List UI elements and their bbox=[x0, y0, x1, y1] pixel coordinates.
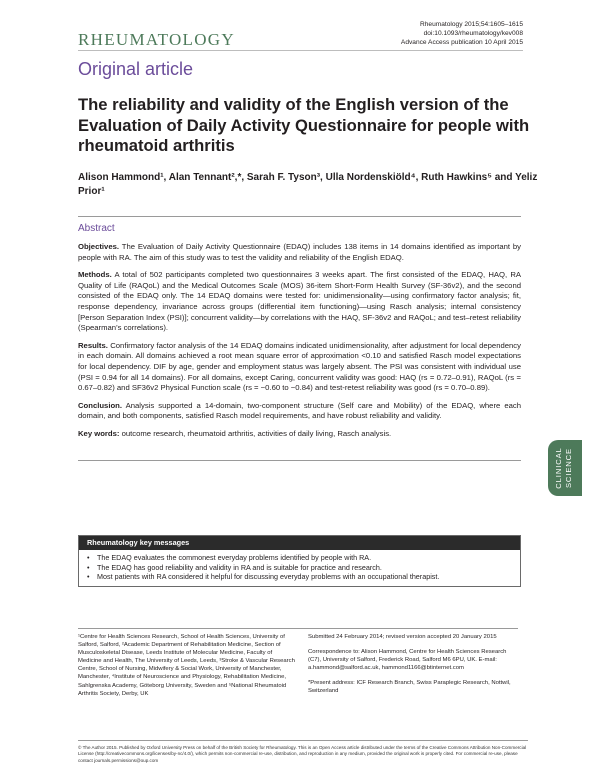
author-list: Alison Hammond¹, Alan Tennant²,*, Sarah F. Tyson³, Ulla Nordenskiöld⁴, Ruth Hawkins⁵ and Yeliz Prior¹ bbox=[78, 172, 538, 197]
objectives-text: The Evaluation of Daily Activity Questionnaire (EDAQ) includes 138 items in 14 domains identified as important by people with RA. The aim of this study was to test the validity and reliability of the English EDAQ. bbox=[78, 242, 521, 262]
key-messages-box bbox=[78, 535, 521, 587]
affiliations: ¹Centre for Health Sciences Research, School of Health Sciences, University of Salford, Salford, ²Academic Department of Rehabilitation Medicine, Section of Musculoskeletal Disease, Leeds Institute of Molecular Medicine, Faculty of Medicine and Health, The University of Leeds, Leeds, ³Stroke & Vascular Research Centre, School of Nursing, Midwifery & Social Work, University of Manchester, Manchester, ⁴Institute of Neuroscience and Physiology, Rehabilitation Medicine, Sahlgrenska Academy, Göteborg University, Sweden and ⁵National Rheumatoid Arthritis Society, Derby, UK bbox=[78, 634, 295, 697]
keywords-text: outcome research, rheumatoid arthritis, activities of daily living, Rasch analysis. bbox=[119, 428, 392, 438]
present-address: *Present address: ICF Research Branch, Swiss Paraplegic Research, Nottwil, Switzerland bbox=[308, 680, 511, 695]
submission-dates: Submitted 24 February 2014; revised version accepted 20 January 2015 bbox=[308, 634, 497, 640]
results-label: Results. bbox=[78, 340, 108, 350]
side-tab-line1: CLINICAL bbox=[554, 447, 563, 489]
header-divider bbox=[78, 50, 523, 51]
keywords-label: Key words: bbox=[78, 428, 120, 438]
results-text: Confirmatory factor analysis of the 14 EDAQ domains indicated unidimensionality, after adjustment for local dependency in each domain. All domains achieved a root mean square error of approximation <0.10 and satisfied Rasch model expectations for local dependency. DIF by age, gender and employment status was largely absent. The PSI was consistent with individual use (PSI = 0.94 for all 14 domains). For all domains, except Caring, concurrent validity was good: HAQ (rs = 0.72–0.91), RAQoL (rs = 0.67–0.82) and SF36v2 Physical Function scale (rs = −0.60 to −0.84) and test-retest reliability was good (rs = 0.70–0.89). bbox=[78, 340, 521, 393]
abstract-results bbox=[78, 341, 521, 394]
key-message-text: The EDAQ evaluates the commonest everyday problems identified by people with RA. bbox=[97, 553, 372, 562]
abstract-conclusion bbox=[78, 401, 521, 422]
abstract bbox=[78, 216, 521, 461]
conclusion-text: Analysis supported a 14-domain, two-component structure (Self care and Mobility) of the EDAQ, where each domain, and both components, satisfied Rasch model requirements, and have robust reliability and validity. bbox=[78, 400, 521, 421]
key-message-item bbox=[87, 563, 514, 573]
key-message-item bbox=[87, 553, 514, 563]
advance-access: Advance Access publication 10 April 2015 bbox=[400, 39, 523, 46]
conclusion-label: Conclusion. bbox=[78, 400, 122, 410]
citation: Rheumatology 2015;54:1605–1615 bbox=[419, 21, 523, 28]
bullet: • bbox=[87, 572, 90, 582]
key-message-text: The EDAQ has good reliability and validity in RA and is suitable for practice and research. bbox=[97, 562, 382, 572]
bullet: • bbox=[87, 553, 90, 562]
methods-label: Methods. bbox=[78, 270, 112, 280]
bullet: • bbox=[87, 562, 90, 572]
key-message-item bbox=[87, 572, 514, 582]
abstract-heading: Abstract bbox=[78, 223, 115, 234]
copyright-notice: © The Author 2015. Published by Oxford University Press on behalf of the British Society for Rheumatology. This is an Open Access article distributed under the terms of the Creative Commons Attribution Non-Commercial License (http://creativecommons.org/licenses/by-nc/4.0/), which permits non-commercial re-use, distribution, and reproduction in any medium, provided the original work is properly cited. For commercial re-use, please contact journals.permissions@oup.com bbox=[78, 740, 528, 764]
correspondence: Correspondence to: Alison Hammond, Centre for Health Sciences Research (C7), University of Salford, Frederick Road, Salford M6 6PU, UK. E-mail: a.hammond@salford.ac.uk, hammond1166@btinternet.com bbox=[308, 649, 507, 672]
abstract-objectives bbox=[78, 242, 521, 263]
section-side-tab bbox=[548, 440, 582, 496]
methods-text: A total of 502 participants completed two questionnaires 3 weeks apart. The first consisted of the EDAQ, HAQ, RA Quality of Life (RAQoL) and the Medical Outcomes Scale (MOS) 36-item Short-Form Health Survey (SF-36v2), and the second consisted of the EDAQ only. The 14 EDAQ domains were tested for: unidimensionality—using confirmatory factor analysis; fit, response dependency, invariance across groups (differential item functioning)—using Rasch analysis; internal consistency [Person Separation Index (PSI)]; concurrent validity—by correlations with the HAQ, SF-36v2 and RAQoL; and test–retest reliability (Spearman’s correlations). bbox=[78, 270, 521, 333]
side-tab-label bbox=[548, 440, 582, 496]
article-type: Original article bbox=[78, 59, 194, 79]
objectives-label: Objectives. bbox=[78, 242, 120, 251]
footnotes bbox=[78, 628, 518, 697]
article-history bbox=[308, 633, 518, 703]
key-message-text: Most patients with RA considered it helpful for discussing everyday problems with an occupational therapist. bbox=[97, 572, 440, 582]
journal-meta bbox=[401, 20, 523, 47]
key-messages-list bbox=[79, 550, 520, 586]
doi[interactable]: doi:10.1093/rheumatology/kev008 bbox=[423, 30, 523, 37]
key-messages-heading: Rheumatology key messages bbox=[79, 536, 520, 550]
abstract-methods bbox=[78, 270, 521, 334]
keywords bbox=[78, 429, 521, 461]
journal-name: RHEUMATOLOGY bbox=[78, 30, 235, 49]
article-title: The reliability and validity of the English version of the Evaluation of Daily Activity Questionnaire for people with rheumatoid arthritis bbox=[78, 95, 530, 155]
side-tab-line2: SCIENCE bbox=[564, 447, 573, 489]
